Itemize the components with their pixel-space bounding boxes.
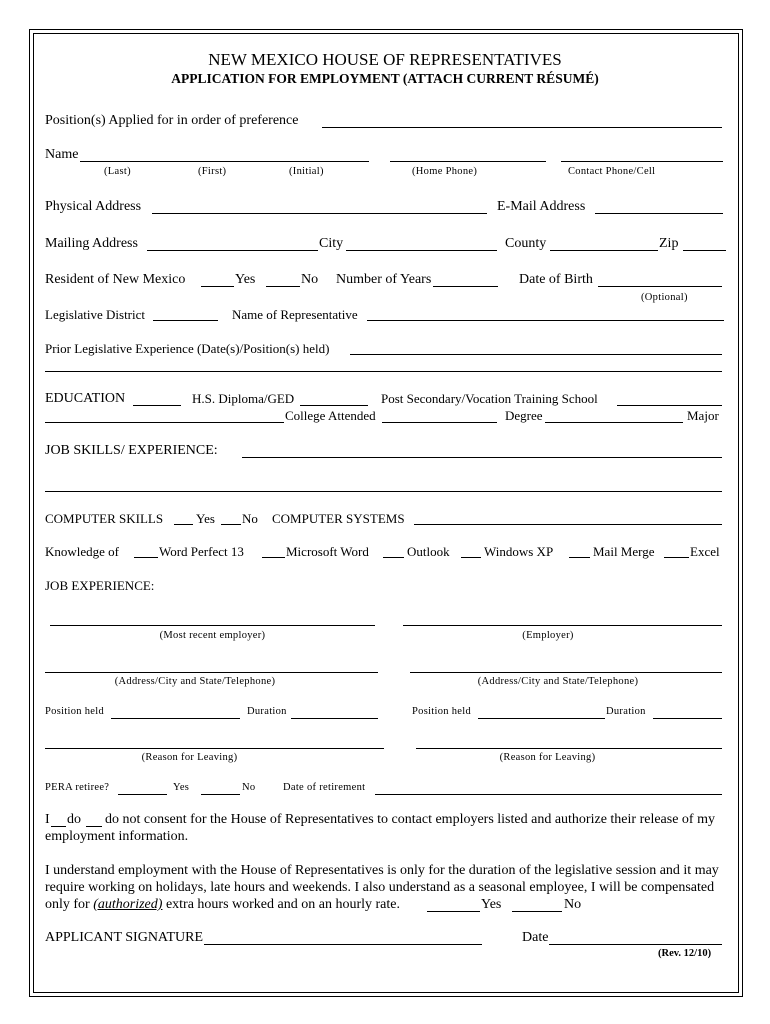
number-of-years-label: Number of Years	[336, 272, 432, 287]
duration-label-1: Duration	[247, 706, 287, 717]
prior-experience-label: Prior Legislative Experience (Date(s)/Position(s) held)	[45, 341, 330, 356]
post-secondary-label: Post Secondary/Vocation Training School	[381, 391, 598, 406]
degree-field[interactable]	[545, 422, 683, 423]
contact-phone-caption: Contact Phone/Cell	[568, 166, 656, 177]
duration-label-2: Duration	[606, 706, 646, 717]
college-attended-label: College Attended	[285, 408, 376, 423]
msword-label: Microsoft Word	[286, 544, 369, 559]
resident-yes-label: Yes	[235, 272, 256, 287]
pera-yes-field[interactable]	[118, 794, 167, 795]
job-skills-field[interactable]	[242, 457, 722, 458]
outlook-label: Outlook	[407, 544, 450, 559]
excel-label: Excel	[690, 544, 720, 559]
address-caption-2: (Address/City and State/Telephone)	[477, 676, 639, 687]
positions-label: Position(s) Applied for in order of preference	[45, 113, 299, 128]
major-label: Major	[687, 408, 719, 423]
email-label: E-Mail Address	[497, 199, 586, 214]
job-experience-label: JOB EXPERIENCE:	[45, 578, 155, 593]
mailmerge-field[interactable]	[569, 557, 590, 558]
city-label: City	[319, 236, 344, 251]
consent-text-2: employment information.	[45, 829, 189, 844]
date-retirement-field[interactable]	[375, 794, 722, 795]
zip-label: Zip	[659, 236, 679, 251]
winxp-field[interactable]	[461, 557, 481, 558]
physical-address-label: Physical Address	[45, 199, 142, 214]
revision-label: (Rev. 12/10)	[658, 948, 712, 959]
last-caption: (Last)	[104, 166, 131, 177]
computer-skills-no-label: No	[242, 511, 258, 526]
hs-diploma-label: H.S. Diploma/GED	[192, 391, 295, 406]
legislative-district-label: Legislative District	[45, 307, 146, 322]
first-caption: (First)	[198, 166, 227, 177]
understand-yes-field[interactable]	[427, 911, 480, 912]
wordperfect-label: Word Perfect 13	[159, 544, 244, 559]
employer-2-field[interactable]	[403, 625, 722, 626]
employer-caption: (Employer)	[522, 630, 574, 641]
position-held-field-2[interactable]	[478, 718, 605, 719]
reason-leaving-field-2[interactable]	[416, 748, 722, 749]
college-attended-field[interactable]	[382, 422, 497, 423]
pera-yes-label: Yes	[173, 782, 190, 793]
resident-no-field[interactable]	[266, 286, 300, 287]
msword-field[interactable]	[262, 557, 285, 558]
outlook-field[interactable]	[383, 557, 404, 558]
consent-do-field[interactable]	[51, 826, 66, 827]
email-field[interactable]	[595, 213, 723, 214]
legislative-district-field[interactable]	[153, 320, 218, 321]
position-held-field-1[interactable]	[111, 718, 240, 719]
excel-field[interactable]	[664, 557, 689, 558]
job-skills-label: JOB SKILLS/ EXPERIENCE:	[45, 443, 218, 458]
college-field[interactable]	[45, 422, 284, 423]
hs-diploma-field[interactable]	[300, 405, 368, 406]
degree-label: Degree	[505, 408, 543, 423]
understand-yes-label: Yes	[481, 897, 502, 912]
computer-skills-no-field[interactable]	[221, 524, 241, 525]
computer-systems-label: COMPUTER SYSTEMS	[272, 511, 405, 526]
county-label: County	[505, 236, 547, 251]
understand-line-3: only for (authorized) extra hours worked and on an hourly rate.	[45, 897, 400, 912]
address-caption-1: (Address/City and State/Telephone)	[114, 676, 276, 687]
position-held-label-2: Position held	[412, 706, 472, 717]
resident-no-label: No	[301, 272, 319, 287]
home-phone-field[interactable]	[390, 161, 546, 162]
reason-leaving-field-1[interactable]	[45, 748, 384, 749]
mailmerge-label: Mail Merge	[593, 544, 655, 559]
initial-caption: (Initial)	[289, 166, 324, 177]
zip-field[interactable]	[683, 250, 726, 251]
signature-field[interactable]	[204, 944, 482, 945]
name-of-rep-label: Name of Representative	[232, 307, 358, 322]
knowledge-label: Knowledge of	[45, 544, 120, 559]
physical-address-field[interactable]	[152, 213, 487, 214]
pera-no-field[interactable]	[201, 794, 240, 795]
number-of-years-field[interactable]	[433, 286, 498, 287]
computer-skills-yes-label: Yes	[196, 511, 215, 526]
employer-1-field[interactable]	[50, 625, 375, 626]
signature-label: APPLICANT SIGNATURE	[45, 930, 204, 945]
computer-skills-label: COMPUTER SKILLS	[45, 511, 164, 526]
mailing-address-field[interactable]	[147, 250, 318, 251]
understand-line-1: I understand employment with the House of Representatives is only for the duration of the legislative session and it may	[45, 863, 719, 878]
job-skills-field-2[interactable]	[45, 491, 722, 492]
county-field[interactable]	[550, 250, 658, 251]
mailing-address-label: Mailing Address	[45, 236, 138, 251]
post-secondary-field[interactable]	[617, 405, 722, 406]
optional-caption: (Optional)	[641, 292, 688, 303]
city-field[interactable]	[346, 250, 497, 251]
reason-leaving-caption-2: (Reason for Leaving)	[499, 752, 596, 763]
reason-leaving-caption-1: (Reason for Leaving)	[141, 752, 238, 763]
positions-field[interactable]	[322, 127, 722, 128]
understand-no-field[interactable]	[512, 911, 562, 912]
contact-phone-field[interactable]	[561, 161, 723, 162]
most-recent-employer-caption: (Most recent employer)	[159, 630, 266, 641]
consent-donot-field[interactable]	[86, 826, 102, 827]
understand-line-2: require working on holidays, late hours and weekends. I also understand as a seasonal employee, I will be compensated	[45, 880, 715, 895]
pera-retiree-label: PERA retiree?	[45, 782, 110, 793]
position-held-label-1: Position held	[45, 706, 105, 717]
prior-experience-field[interactable]	[350, 354, 722, 355]
duration-field-1[interactable]	[291, 718, 378, 719]
understand-no-label: No	[564, 897, 582, 912]
employer-2-address-field[interactable]	[410, 672, 722, 673]
education-label: EDUCATION	[45, 391, 126, 406]
computer-skills-yes-field[interactable]	[174, 524, 193, 525]
date-retirement-label: Date of retirement	[283, 782, 366, 793]
name-of-rep-field[interactable]	[367, 320, 724, 321]
consent-i: I	[45, 812, 50, 827]
date-field[interactable]	[549, 944, 722, 945]
resident-label: Resident of New Mexico	[45, 272, 186, 287]
dob-field[interactable]	[598, 286, 722, 287]
form-subtitle: APPLICATION FOR EMPLOYMENT (ATTACH CURRENT RÉSUMÉ)	[171, 71, 599, 86]
education-field[interactable]	[133, 405, 181, 406]
dob-label: Date of Birth	[519, 272, 593, 287]
winxp-label: Windows XP	[484, 544, 554, 559]
name-label: Name	[45, 147, 79, 162]
consent-do: do	[67, 812, 81, 827]
computer-systems-field[interactable]	[414, 524, 722, 525]
duration-field-2[interactable]	[653, 718, 722, 719]
employer-1-address-field[interactable]	[45, 672, 378, 673]
name-field[interactable]	[80, 161, 369, 162]
date-label: Date	[522, 930, 549, 945]
consent-text: do not consent for the House of Representatives to contact employers listed and authorize their release of my	[105, 812, 715, 827]
prior-experience-field-2[interactable]	[45, 371, 722, 372]
home-phone-caption: (Home Phone)	[412, 166, 478, 177]
form-title: NEW MEXICO HOUSE OF REPRESENTATIVES	[208, 50, 562, 69]
pera-no-label: No	[242, 782, 256, 793]
resident-yes-field[interactable]	[201, 286, 234, 287]
wordperfect-field[interactable]	[134, 557, 158, 558]
